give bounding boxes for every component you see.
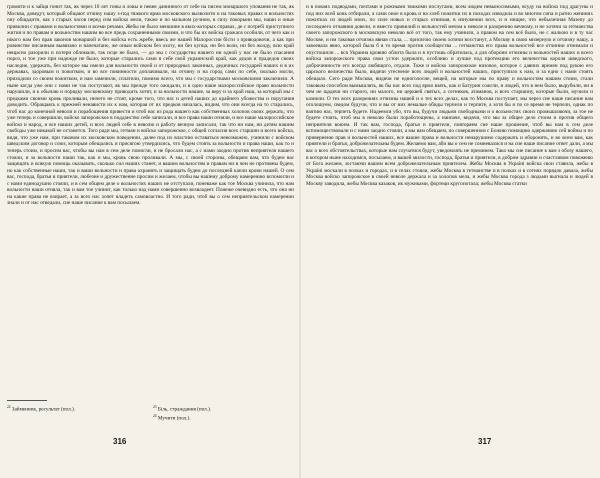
left-footnotes bbox=[7, 404, 293, 422]
right-page bbox=[300, 0, 600, 478]
footnote bbox=[153, 404, 293, 422]
right-page-body: и в покоях подводами, почтами и рожными тяжкими послугами, всем людем невыносимыми, всуду на войско под драгуны и под них всей конь отбирали, а сами оное в кровь и на хлеб пожитки их в походах изводила и во многом сипа и ратно жениних пожитках из людей моих, по силе новых и старых отнимая, в изнужении всех, и и нищие, что небыличная Мазепу до последнего отчаяния довели, и вместо привилий и вольностей мечом к неволе и разорению вечному, и не хотячи за гетманства своего запорожского в московскую неволю всё от того, так ему учинили, а правом на сем всё было, не с жалкою и в ту час Москве, и им таковая отчизна явная стала, ... присягою своею хотячи восстанут, а Москву в свою мизерную и отчизну нашу, а завоевала явно, которой была б в то время против сообщества ... гетманства его права вольностей все отчинии отнимали и опустошили ... вся Украина кровию облита была и в пустошь обратилась, а для оборони отчизны и вольностей наших и всего войска запорожского права свои устои удержати, особливо и лучше под протекцию его величества короля шведского, доброчинности его всегда любящого, отдали. Тоже и войско запорожское низовое, которое с давних времен под рукою его царского величества было, видячи утесненіе всех людей и вольностей наших, приступило к нам, и за едно с нами стоять обещало. Сего ради Москва, видячи не едноголосие, вещей, на которые мы по праву и вольностям нашим стоим, стали таковым способом вымышлять, як бы нас всех под ярмо взять, как и Батурин сожгли, и людей, что в нем было, вырубили, ни в чем не щадячи ни старого, ни малого, ни церквей святых, а сотников, атаманов, и всех старшину, которые были, мучили и казнили. О тех всех разорениях отчизны нашей и о тех всех делах, как то Москва поступает, мы через сие наше писание вам оголошуем, сведом будучи, что и вы от них немалые обиды терпели и терпите, а хотя бы и по се время не терпели, однак по взятию нас, терпеть будете. Надеемся убо, что вы, будучи людьми свободными и о вольностях своих промышляючи, за тое не будете стоять, чтоб мы в неволю были поработощены, а наипаче, видячи, что мы за общее дело стоим и против общего неприятеля воюем. И так вам, господа, братья и приятели, повторяем сие наше прошение, чтоб вы нам в сем деле вспомоществовали и с нами заодно стояли, а мы вам обещаем, по совершенном с Божию помощию одержанию сей войны и по приверненю прав и вольностей наших, все вашие права и вольности ненарушимо содержать и оборонять, и во всем вам, как приятели и братья, доброжелательны будем. Желаемо вам, аби вы о сем не сомневалися и на сие наше писание ответ дали, а мы вас о всех обстоятельствах, которые нам случатися будут, уведомлять не преминем. Тако мы сие писание к вам з обозу нашего, в котором ныне находимся, посылаем, и вашей милости, господа, братья и приятели, в добром здравии и счастливом повоженю от Бога желаем, зостаючи вашим всем доброжелательным приятелем. Жебы Москва в Україні войска свои ставила, жебы в Україні москали в полках и городах, и в селах стояли, жебы Москва в гетманстве и в полках и в сотнях порядок давала, жебы Москва войско запорожское в своей неволе держала и за холопов мела, и жебы Москва города з людьми выгнала и людей в Москву заводила, жебы Москва казаков, ик мужиками, фортеци кругопотала; жебы Москва статки bbox=[306, 4, 593, 187]
page-number: 317 bbox=[478, 437, 492, 446]
footnote-text: Займенник, ресультат (пол.). bbox=[11, 406, 75, 413]
left-page-body: громити и к зайця гонит так, як через 10 лет гоны и ловы и певне данинного от себе на писем монаршого уповання не так, як Москва, доведут, который общают отчину нашу з-под тяжкого ярма московского вызволити и на таковых правах и вольностях ону общадити, как з старых часов перед сим войско мели, также и по мальном ручном, в силу покорыни мы, наши и оные привилии с правами и вольностями и всеми речами. Жебы не было меншине в яких-которых справах, де с потребі приступного жития и по правам и вольностям нашим во все предь сохраненными своими, и что бы их войска сражася особили, от чего как и нікого нам без прав законов монаршой и без войска есть жребе, ввесь же нашей Малороссии бiсти з приводовочи, а как при ровинстве писанным вывязано и напечатано, же оным войском без охоту, ни без купца, ни без воли, ни без жолду, всю край нещасно разорили и потери обломали, так исце не было, — до мы с государства нашего ни одной у нас не было спасания пороз, и тое уже при надежде не было, которые старались сами в себе свой украинский край, как дедов и прадедов своих наследие, удержать, без которое мы имели для вольности своей и от природных законных, дедичных государей наших и в их державах, здоровым и пожитком, и во все повинности доплачивали, на отчину и на город сами по себе, сколько могли, приходили со своим пожитком, и нам заменили, сплатили, помимо всего, что мы с государствами московскими заключили. А ныне когда уже они с нами не так поступают, як мы прежде того ожидали, и в одно наше малороссийское право вольности нарушили, и к обычаю и порядку московскому приводить хотят, и за вольности нашие, за веру и за край наш, за который мы с предками своими кровь проливали, ничего не стоят, кроме того, что нас и детей наших до крайнего убожества и поругания доводить. Обращаясь к прежней ненависти их к нам, которая от их предков началась, видим, что они всегда на то старались, чтоб нас до конечной неволи и порабощения привести и чтоб нас из рода нашего как собственных холопов своих держать; что уже теперь и совершили, войско запорожское в подданство себе записали, и все права наши отняли, и все наше малороссийское войско и народ, и все наших детей, и всех людей себе в неволю и работу вечную записали, так что ни нам, ни детям нашим свободы уже никакой не останется. Того ради мы, гетман и войско запорожское, с общей согласия всех старшин и всего войска, видя, что уже нам, при таковом их московском поведении, далее под их властию оставаться невозможно, учинили с войском шведским договор и союз, которым обещались и присягою утвердились, что будем стоять за вольности и права наши, как то и теперь стоим, и просим вас, чтобы вы нам в сем деле помогли, и не бросали нас, а с нами заодно против неприятеля нашего стояли, и за вольности наши так, как и мы, кровь свою проливали. А мы, с своей стороны, обещаем вам, что будем вас защищать и всякую помощь оказывать, сколько сил наших станет, и вашим вольностям и правам ни в чем не противны будем, но как собственные наши, так и ваши вольности и права охранять и защищать будем до последней капли крови нашей. О сем вас, господа, братья и приятели, любезне и дружественне просим и желаем, чтобы вы нашему доброму намерению вспомогли и с нами единодушно стояли, и в сем общем деле о вольностях наших не отступали, поневаже как тое Москва учинила, что нам вольности наши отняла, так и вам тое учинит, как только над нами совершенно возвладеет. Понеже очевидно есть, что она ни на какие права не взирает, а за всех нас хочет владеть самовластно. И того ради, чтоб вы о сем неприятельском намерении знали и от нас отведали, сие наше писание к вам посылаем. bbox=[7, 4, 294, 207]
footnote-text: Біль, страждання (пол.). bbox=[157, 406, 212, 413]
footnote bbox=[7, 404, 147, 422]
footnote-rule bbox=[7, 400, 47, 401]
footnote-number: 24 bbox=[153, 414, 157, 419]
footnote-number: 23 bbox=[153, 405, 157, 409]
footnote-number: 22 bbox=[7, 405, 11, 409]
page-number: 316 bbox=[113, 437, 127, 446]
footnote-text: Мучити (пол.). bbox=[157, 415, 191, 422]
